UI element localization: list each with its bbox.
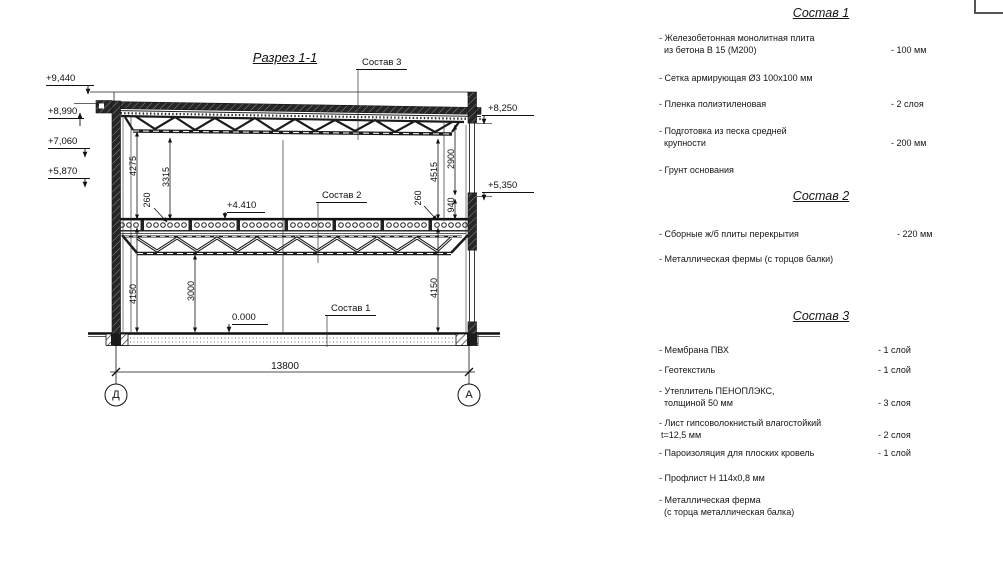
item-line: - Лист гипсоволокнистый влагостойкий	[659, 418, 822, 428]
composition-3-item-5	[659, 448, 987, 460]
level-5870: +5,870	[48, 166, 90, 179]
item-value: - 200 мм	[891, 137, 927, 148]
dim-260-right: 260	[413, 190, 423, 206]
composition-3-item-4	[659, 418, 987, 441]
left-wall	[112, 101, 123, 334]
item-line: крупности	[664, 137, 706, 148]
dim-4150-right: 4150	[429, 277, 439, 299]
item-value: - 1 слой	[878, 448, 911, 458]
dim-4275: 4275	[128, 155, 138, 177]
dim-13800: 13800	[271, 361, 299, 372]
level-4410: +4.410	[227, 200, 265, 213]
item-line: t=12,5 мм	[661, 429, 702, 440]
composition-1-item-4	[659, 126, 987, 149]
item-value: - 2 слоя	[891, 99, 924, 109]
composition-1-item-3	[659, 99, 987, 111]
item-line: - Профлист Н 114х0,8 мм	[659, 473, 765, 483]
mid-floor-truss	[122, 235, 468, 254]
item-line: - Утеплитель ПЕНОПЛЭКС,	[659, 386, 775, 396]
composition-1-item-1	[659, 33, 987, 56]
item-line: (с торца металлическая балка)	[664, 506, 795, 517]
ground-slab	[88, 334, 500, 346]
item-line: - Сетка армирующая Ø3 100х100 мм	[659, 73, 813, 83]
composition-1-title: Состав 1	[792, 6, 850, 20]
callout-sostav-1: Состав 1	[325, 303, 376, 316]
axis-letter-right: А	[465, 389, 473, 401]
composition-2-title: Состав 2	[792, 189, 850, 203]
level-8250: +8,250	[482, 103, 534, 116]
level-8990: +8,990	[48, 106, 84, 119]
dim-3000: 3000	[186, 280, 196, 302]
item-line: - Железобетонная монолитная плита	[659, 33, 815, 43]
dim-4150-left: 4150	[128, 283, 138, 305]
item-line: - Металлическая ферма	[659, 495, 761, 505]
item-value: - 1 слой	[878, 365, 911, 375]
callout-sostav-3: Состав 3	[356, 57, 407, 70]
composition-1-item-2	[659, 73, 987, 85]
composition-3-item-2	[659, 365, 987, 377]
composition-1-item-5	[659, 165, 987, 177]
right-wall	[466, 92, 477, 334]
level-5350: +5,350	[482, 180, 534, 193]
dim-4515: 4515	[429, 161, 439, 183]
composition-3-item-7	[659, 495, 987, 518]
composition-2-item-2	[659, 254, 987, 266]
item-line: - Грунт основания	[659, 165, 734, 175]
dim-940: 940	[446, 197, 456, 213]
item-value: - 3 слоя	[878, 397, 911, 408]
callout-sostav-2: Состав 2	[316, 190, 367, 203]
composition-3-item-1	[659, 345, 987, 357]
composition-2-item-1	[659, 229, 987, 241]
item-line: - Металлическая фермы (с торцов балки)	[659, 254, 834, 264]
item-line: - Пароизоляция для плоских кровель	[659, 448, 815, 458]
item-line: - Пленка полиэтиленовая	[659, 99, 767, 109]
dim-2900: 2900	[446, 148, 456, 170]
item-value: - 100 мм	[891, 44, 927, 55]
roof-truss	[121, 116, 464, 134]
item-line: - Мембрана ПВХ	[659, 345, 729, 355]
compositions-panel	[655, 0, 987, 584]
item-value: - 1 слой	[878, 345, 911, 355]
level-9440: +9,440	[46, 73, 94, 86]
section-title: Разрез 1-1	[252, 50, 318, 65]
item-line: толщиной 50 мм	[664, 397, 733, 408]
item-value: - 220 мм	[897, 229, 933, 239]
composition-3-item-6	[659, 473, 987, 485]
item-line: - Геотекстиль	[659, 365, 716, 375]
composition-3-item-3	[659, 386, 987, 409]
level-7060: +7,060	[48, 136, 90, 149]
dim-260-left: 260	[142, 192, 152, 208]
item-line: - Сборные ж/б плиты перекрытия	[659, 229, 799, 239]
composition-3-title: Состав 3	[792, 309, 850, 323]
axis-letter-left: Д	[112, 389, 120, 401]
level-0000: 0.000	[232, 312, 268, 325]
dim-3315: 3315	[161, 166, 171, 188]
item-line: - Подготовка из песка средней	[659, 126, 787, 136]
item-line: из бетона В 15 (М200)	[664, 44, 757, 55]
item-value: - 2 слоя	[878, 429, 911, 440]
